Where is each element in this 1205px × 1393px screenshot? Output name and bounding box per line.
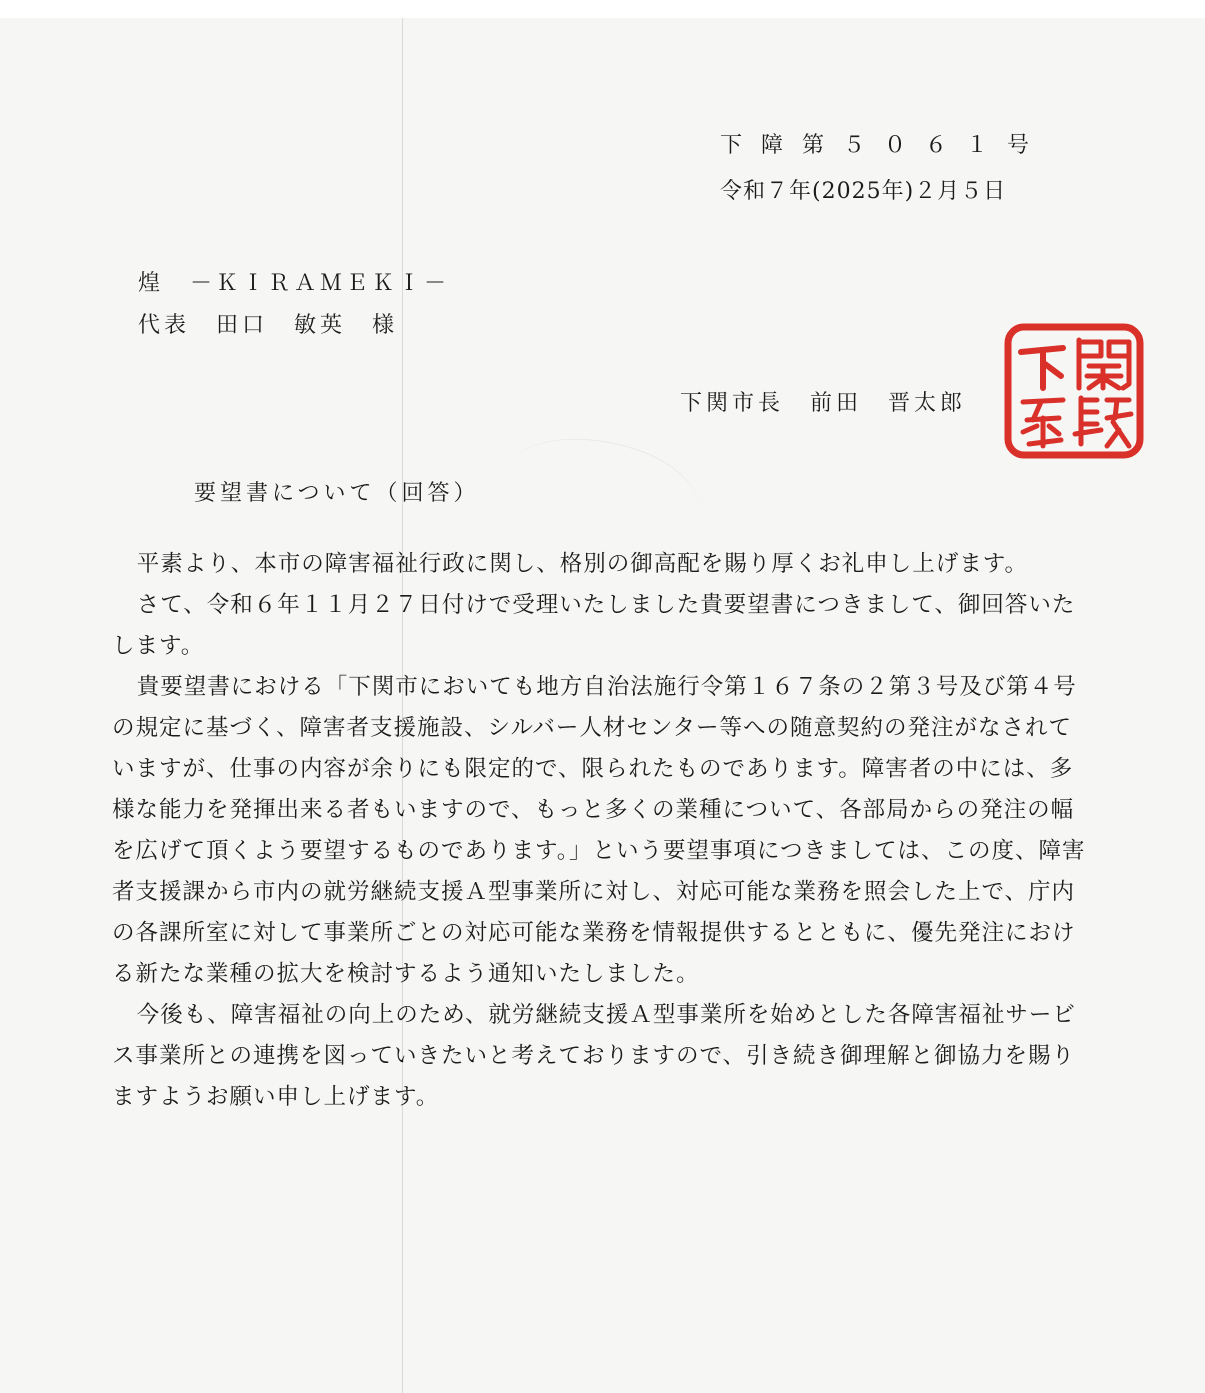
letter-subject: 要望書について（回答）: [194, 481, 480, 506]
sender-name: 下関市長 前田 晋太郎: [680, 391, 967, 416]
official-seal-stamp: [1003, 322, 1145, 460]
body-paragraph-2: さて、令和６年１１月２７日付けで受理いたしました貴要望書につきまして、御回答いたします。: [112, 592, 1076, 659]
letter-date: 令和７年(2025年)２月５日: [720, 179, 1007, 204]
recipient-organization: 煌 －ＫＩＲＡＭＥＫＩ－: [138, 271, 451, 296]
body-paragraph-3: 貴要望書における「下関市においても地方自治法施行令第１６７条の２第３号及び第４号の規定に基づく、障害者支援施設、シルバー人材センター等への随意契約の発注がなされていますが、仕事の内容が余りにも限定的で、限られたものであります。障害者の中には、多様な能力を発揮出来る者もいますので、もっと多くの業種について、各部局からの発注の幅を広げて頂くよう要望するものであります。」という要望事項につきましては、この度、障害者支援課から市内の就労継続支援Ａ型事業所に対し、対応可能な業務を照会した上で、庁内の各課所室に対して事業所ごとの対応可能な業務を情報提供するとともに、優先発注における新たな業種の拡大を検討するよう通知いたしました。: [112, 674, 1086, 987]
scan-margin: [0, 0, 1205, 18]
body-paragraph-1: 平素より、本市の障害福祉行政に関し、格別の御高配を賜り厚くお礼申し上げます。: [136, 551, 1028, 577]
body-paragraph-4: 今後も、障害福祉の向上のため、就労継続支援Ａ型事業所を始めとした各障害福祉サービス事業所との連携を図っていきたいと考えておりますので、引き続き御理解と御協力を賜りますようお願い申し上げます。: [112, 1002, 1076, 1110]
reference-number: 下 障 第 ５ ０ ６ １ 号: [720, 133, 1035, 158]
letter-body: [112, 544, 1092, 1118]
recipient-name: 代表 田口 敏英 様: [138, 313, 399, 338]
